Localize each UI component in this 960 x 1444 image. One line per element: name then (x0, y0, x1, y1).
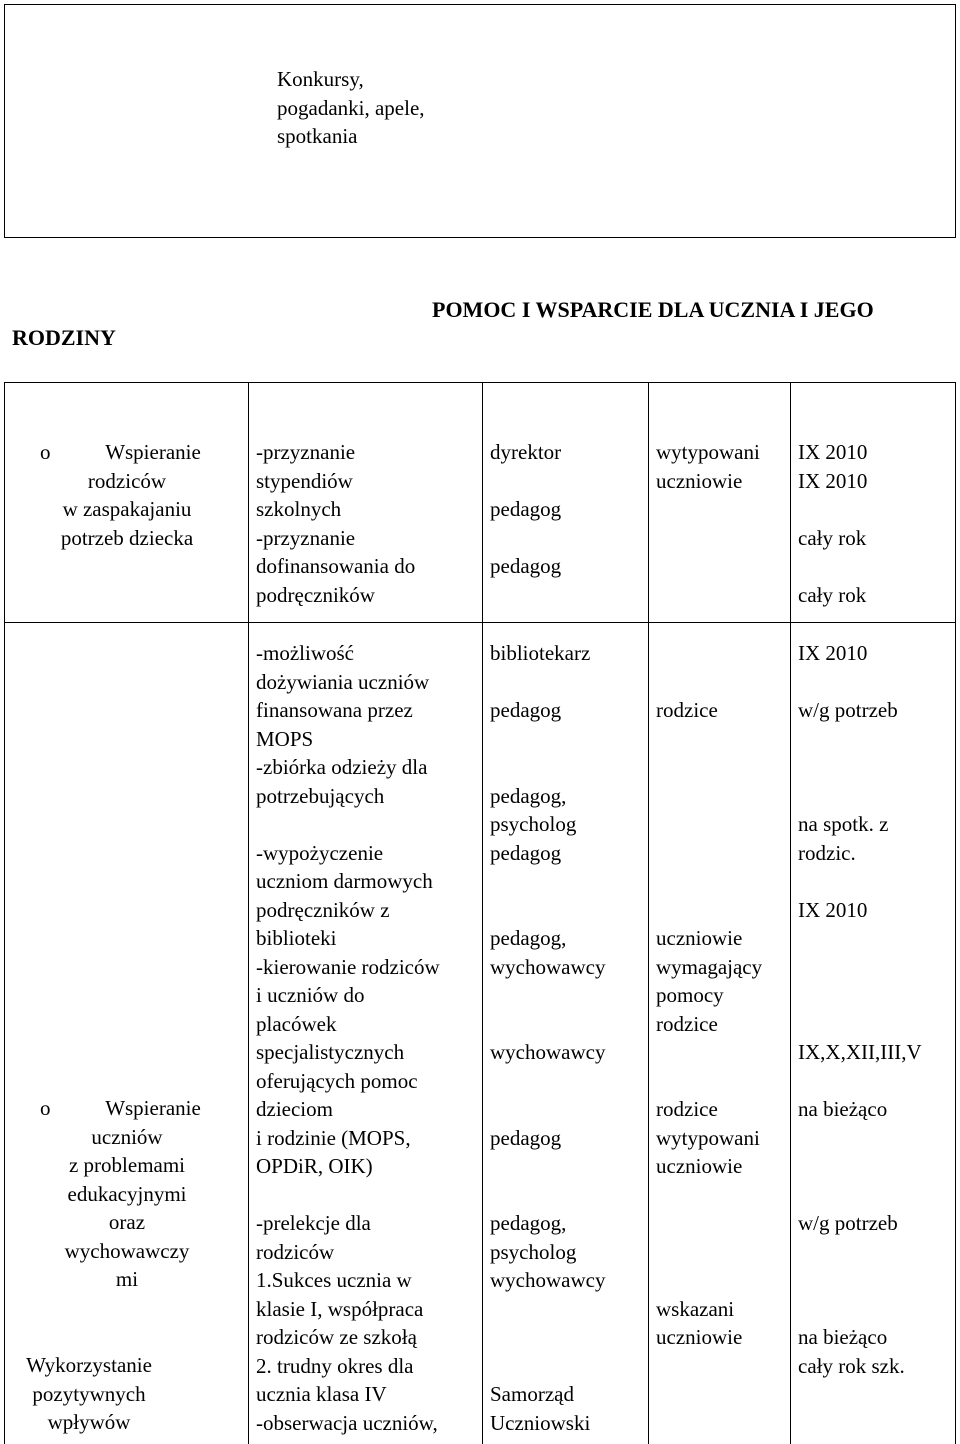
text-line: pedagog (490, 554, 562, 578)
row2-responsible (490, 639, 605, 1437)
text-line: biblioteki (256, 926, 337, 950)
text-line: -obserwacja uczniów, (256, 1410, 438, 1435)
text-line: w/g potrzeb (798, 1211, 898, 1235)
text-line: edukacyjnymi (67, 1181, 187, 1206)
text-line (490, 524, 561, 553)
text-line (490, 1352, 605, 1381)
text-line (798, 1266, 922, 1295)
text-line: uczniom darmowych (256, 869, 433, 893)
text-line: rodzic. (798, 840, 856, 865)
text-line (656, 1209, 762, 1238)
text-line (656, 725, 762, 754)
text-line: wymagający (656, 954, 763, 979)
text-line: -przyznanie (256, 525, 356, 550)
text-line: dzieciom (256, 1097, 333, 1121)
text-line (656, 1238, 762, 1267)
text-line (798, 1295, 922, 1324)
text-line: uczniowie (656, 468, 743, 493)
text-line: cały rok szk. (798, 1353, 905, 1378)
text-line: wytypowani (656, 1125, 760, 1150)
text-line: rodzice (656, 1011, 718, 1036)
text-line: z problemami (68, 1153, 186, 1177)
text-line (656, 867, 762, 896)
text-line (798, 1152, 922, 1181)
table-border (790, 382, 791, 1444)
text-line: IX 2010 (798, 440, 868, 464)
text-line: IX 2010 (798, 641, 868, 665)
text-line: potrzebujących (256, 783, 385, 808)
text-line (490, 1323, 605, 1352)
text-line (798, 1067, 922, 1096)
text-line: 2. trudny okres dla (256, 1353, 414, 1378)
text-line: w/g potrzeb (798, 698, 898, 722)
text-line (490, 1010, 605, 1039)
text-line: finansowana przez (256, 698, 413, 722)
text-line: wychowawcy (490, 1040, 606, 1064)
text-line: Samorząd (490, 1382, 574, 1406)
text-line: -kierowanie rodziców (256, 954, 440, 979)
text-line: wychowawcy (490, 954, 606, 979)
text-line: rodzice (656, 1097, 718, 1121)
text-line: rodzice (656, 698, 718, 722)
text-line: mi (115, 1267, 139, 1291)
row1-responsible (490, 438, 561, 581)
text-line (798, 924, 922, 953)
text-line (490, 467, 561, 496)
text-line (656, 839, 762, 868)
table-border (248, 382, 249, 1444)
text-line (798, 1124, 922, 1153)
heading-rodziny: RODZINY (12, 325, 116, 350)
plan-table (4, 382, 956, 1444)
bullet-marker: o (40, 440, 51, 464)
text-line (798, 1238, 922, 1267)
text-line: dofinansowania do (256, 554, 416, 578)
text-line: ucznia klasa IV (256, 1382, 387, 1406)
text-line: podręczników (256, 582, 375, 607)
row1-dates (798, 438, 867, 609)
text-line (798, 753, 922, 782)
row1-recipients (656, 438, 760, 495)
text-line: pedagog (490, 698, 562, 722)
text-line: dyrektor (490, 440, 562, 464)
text-line: Wykorzystanie (26, 1353, 152, 1377)
text-line: placówek (256, 1011, 337, 1036)
text-line: cały rok (798, 582, 867, 607)
text-line: bibliotekarz (490, 641, 591, 665)
text-line: spotkania (277, 124, 358, 148)
text-line (656, 810, 762, 839)
text-line (256, 1181, 440, 1210)
text-line (656, 1266, 762, 1295)
text-line: -zbiórka odzieży dla (256, 755, 428, 779)
text-line: IX 2010 (798, 897, 868, 922)
text-line (490, 753, 605, 782)
text-line: pogadanki, apele, (277, 95, 425, 120)
text-line: MOPS (256, 726, 314, 751)
text-line: Wspieranie (105, 1096, 201, 1120)
text-line: potrzeb dziecka (60, 525, 194, 550)
text-line: wytypowani (656, 440, 760, 464)
text-line: dożywiania uczniów (256, 669, 430, 694)
text-line: psycholog (490, 1239, 577, 1264)
text-line (490, 1152, 605, 1181)
text-line: pozytywnych (32, 1381, 146, 1406)
text-line: szkolnych (256, 497, 342, 521)
text-line (490, 981, 605, 1010)
row2-recipients (656, 639, 762, 1352)
text-line (798, 953, 922, 982)
text-line (798, 1181, 922, 1210)
text-line (798, 668, 922, 697)
text-line (490, 867, 605, 896)
text-line (656, 782, 762, 811)
text-line: -wypożyczenie (256, 840, 384, 865)
text-line: pedagog, (490, 1211, 567, 1235)
text-line: psycholog (490, 812, 577, 836)
text-line: klasie I, współpraca (256, 1296, 424, 1321)
text-line: wychowawczy (64, 1238, 190, 1263)
text-line: OPDiR, OIK) (256, 1154, 373, 1178)
text-line (656, 753, 762, 782)
table-border (4, 382, 5, 1444)
text-line (656, 668, 762, 697)
heading-pomoc: POMOC I WSPARCIE DLA UCZNIA I JEGO (432, 297, 874, 322)
text-line: pedagog (490, 497, 562, 521)
text-line: i uczniów do (256, 983, 365, 1007)
row2-goal (10, 1094, 244, 1294)
text-line: -prelekcje dla (256, 1211, 371, 1235)
text-line (798, 552, 867, 581)
text-line: pedagog, (490, 783, 567, 808)
text-line (256, 810, 440, 839)
text-line: Uczniowski (490, 1410, 591, 1435)
text-line (798, 495, 867, 524)
text-line (798, 725, 922, 754)
table-border (482, 382, 483, 1444)
text-line (490, 1181, 605, 1210)
text-line: na bieżąco (798, 1097, 888, 1121)
row2-tasks (256, 639, 440, 1437)
text-line: uczniowie (656, 926, 743, 950)
text-line: cały rok (798, 525, 867, 550)
text-line: IX,X,XII,III,V (798, 1040, 922, 1064)
text-line: oferujących pomoc (256, 1068, 418, 1093)
text-line: rodziców ze szkołą (256, 1325, 417, 1349)
text-line (490, 668, 605, 697)
text-line (490, 1067, 605, 1096)
text-line (798, 782, 922, 811)
row2-dates (798, 639, 922, 1380)
text-line: specjalistycznych (256, 1040, 405, 1064)
text-line: oraz (108, 1210, 146, 1234)
row1-goal (10, 438, 244, 552)
text-line: stypendiów (256, 468, 353, 493)
text-line (656, 639, 762, 668)
text-line: pedagog (490, 1125, 562, 1150)
text-line: wpływów (47, 1410, 131, 1434)
text-line: pedagog, (490, 926, 567, 950)
text-line: wskazani (656, 1296, 735, 1321)
text-line: na spotk. z (798, 812, 889, 836)
row2-goal-extra (4, 1351, 174, 1437)
text-line: Wspieranie (105, 440, 201, 464)
row1-tasks (256, 438, 415, 609)
text-line (798, 867, 922, 896)
text-line (656, 1038, 762, 1067)
text-line: -możliwość (256, 641, 354, 665)
text-line: na bieżąco (798, 1325, 888, 1349)
table-border (648, 382, 649, 1444)
text-line (490, 1295, 605, 1324)
text-line: -przyznanie (256, 440, 356, 464)
table-border (4, 382, 956, 383)
table-border (955, 382, 956, 1444)
top-box (4, 4, 956, 238)
text-line: i rodzinie (MOPS, (256, 1125, 411, 1150)
text-line: w zaspakajaniu (62, 497, 192, 521)
text-line: pedagog (490, 840, 562, 865)
text-line: Konkursy, (277, 67, 364, 91)
text-line (490, 896, 605, 925)
text-line (656, 1067, 762, 1096)
text-line: 1.Sukces ucznia w (256, 1268, 412, 1292)
text-line (490, 725, 605, 754)
text-line: uczniów (91, 1124, 163, 1149)
text-line (798, 981, 922, 1010)
text-line: rodziców (256, 1239, 335, 1264)
text-line (656, 1181, 762, 1210)
text-line (656, 896, 762, 925)
text-line: wychowawcy (490, 1268, 606, 1292)
text-line: uczniowie (656, 1154, 743, 1178)
table-border (4, 622, 956, 623)
text-line: pomocy (656, 983, 724, 1007)
text-line (798, 1010, 922, 1039)
text-line: uczniowie (656, 1325, 743, 1349)
top-box-text (277, 65, 425, 151)
text-line: podręczników z (256, 897, 390, 922)
text-line: IX 2010 (798, 468, 868, 493)
text-line: rodziców (87, 468, 167, 493)
bullet-marker: o (40, 1096, 51, 1120)
text-line (490, 1095, 605, 1124)
